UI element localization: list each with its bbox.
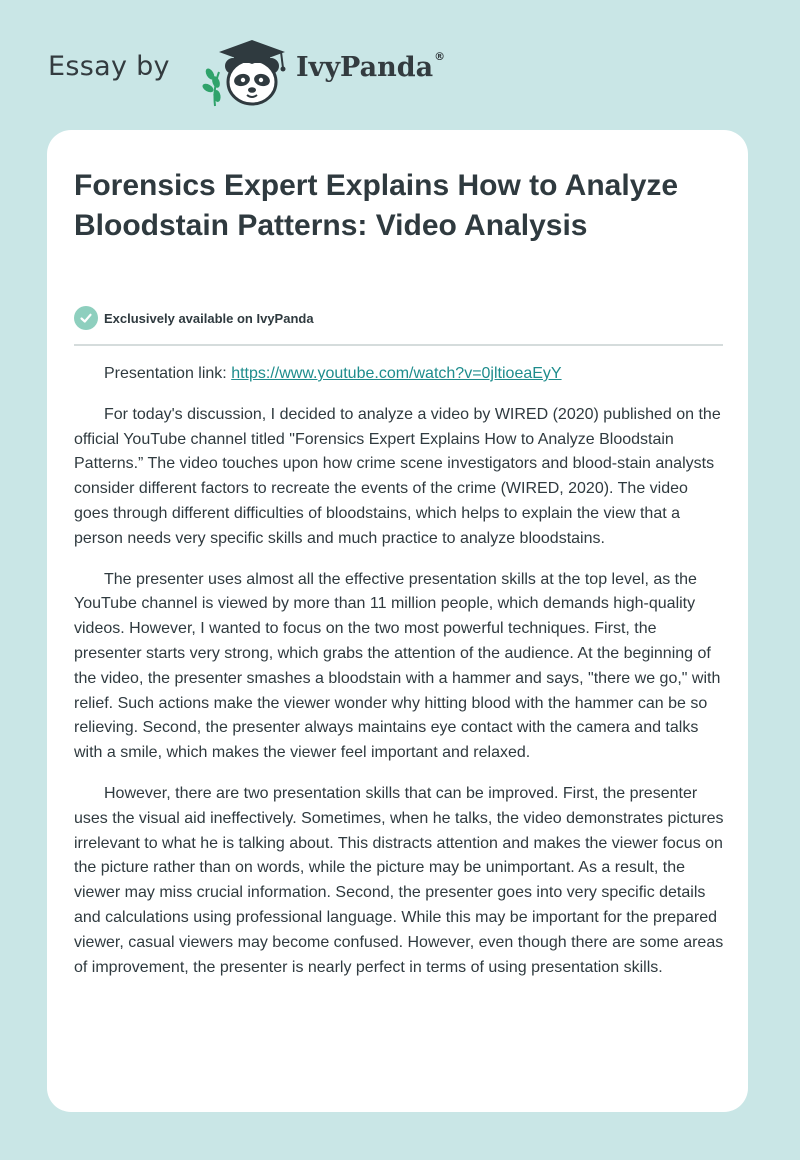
site-header [48, 36, 568, 108]
presentation-link[interactable]: https://www.youtube.com/watch?v=0jltioeaEyY [231, 365, 562, 382]
article-title: Forensics Expert Explains How to Analyze Bloodstain Patterns: Video Analysis [74, 169, 679, 242]
paragraph-1: For today's discussion, I decided to analyze a video by WIRED (2020) published on the official YouTube channel titled "Forensics Expert Explains How to Analyze Bloodstain Patterns.” The video touches upon how crime scene investigators and blood-stain analysts consider different factors to recreate the events of the crime (WIRED, 2020). The video goes through different difficulties of bloodstains, which helps to explain the view that a person needs very specific skills and much practice to analyze bloodstains. [74, 405, 721, 547]
badge-label: Exclusively available on IvyPanda [104, 310, 314, 326]
registered-mark: ® [434, 50, 446, 63]
exclusive-badge [74, 306, 314, 330]
article-card [47, 130, 748, 1112]
paragraph-2: The presenter uses almost all the effective presentation skills at the top level, as the YouTube channel is viewed by more than 11 million people, which demands high-quality videos. However, I wanted to focus on the two most powerful techniques. First, the presenter starts very strong, which grabs the attention of the audience. At the beginning of the video, the presenter smashes a bloodstain with a hammer and says, "there we go," with relief. Such actions make the viewer wonder why hitting blood with the hammer can be so relieving. Second, the presenter always maintains eye contact with the camera and talks with a smile, which makes the viewer feel important and relaxed. [74, 570, 721, 762]
divider [74, 344, 723, 346]
link-label: Presentation link: [104, 365, 232, 382]
presentation-link-paragraph [74, 362, 724, 387]
panda-logo-icon[interactable] [201, 36, 297, 108]
article-body [74, 362, 724, 996]
checkmark-circle-icon [74, 306, 98, 330]
brand-text: IvyPanda [296, 52, 434, 83]
essay-by-label: Essay by [48, 51, 170, 82]
paragraph-3: However, there are two presentation skills that can be improved. First, the presenter uses the visual aid ineffectively. Sometimes, when he talks, the video demonstrates pictures irrelevant to what he is talking about. This distracts attention and makes the viewer focus on the picture rather than on words, while the picture may be unimportant. As a result, the viewer may miss crucial information. Second, the presenter goes into very specific details and calculations using professional language. While this may be important for the prepared viewer, casual viewers may become confused. However, even though there are some areas of improvement, the presenter is nearly perfect in terms of using presentation skills. [74, 784, 724, 976]
brand-name[interactable] [296, 52, 445, 83]
